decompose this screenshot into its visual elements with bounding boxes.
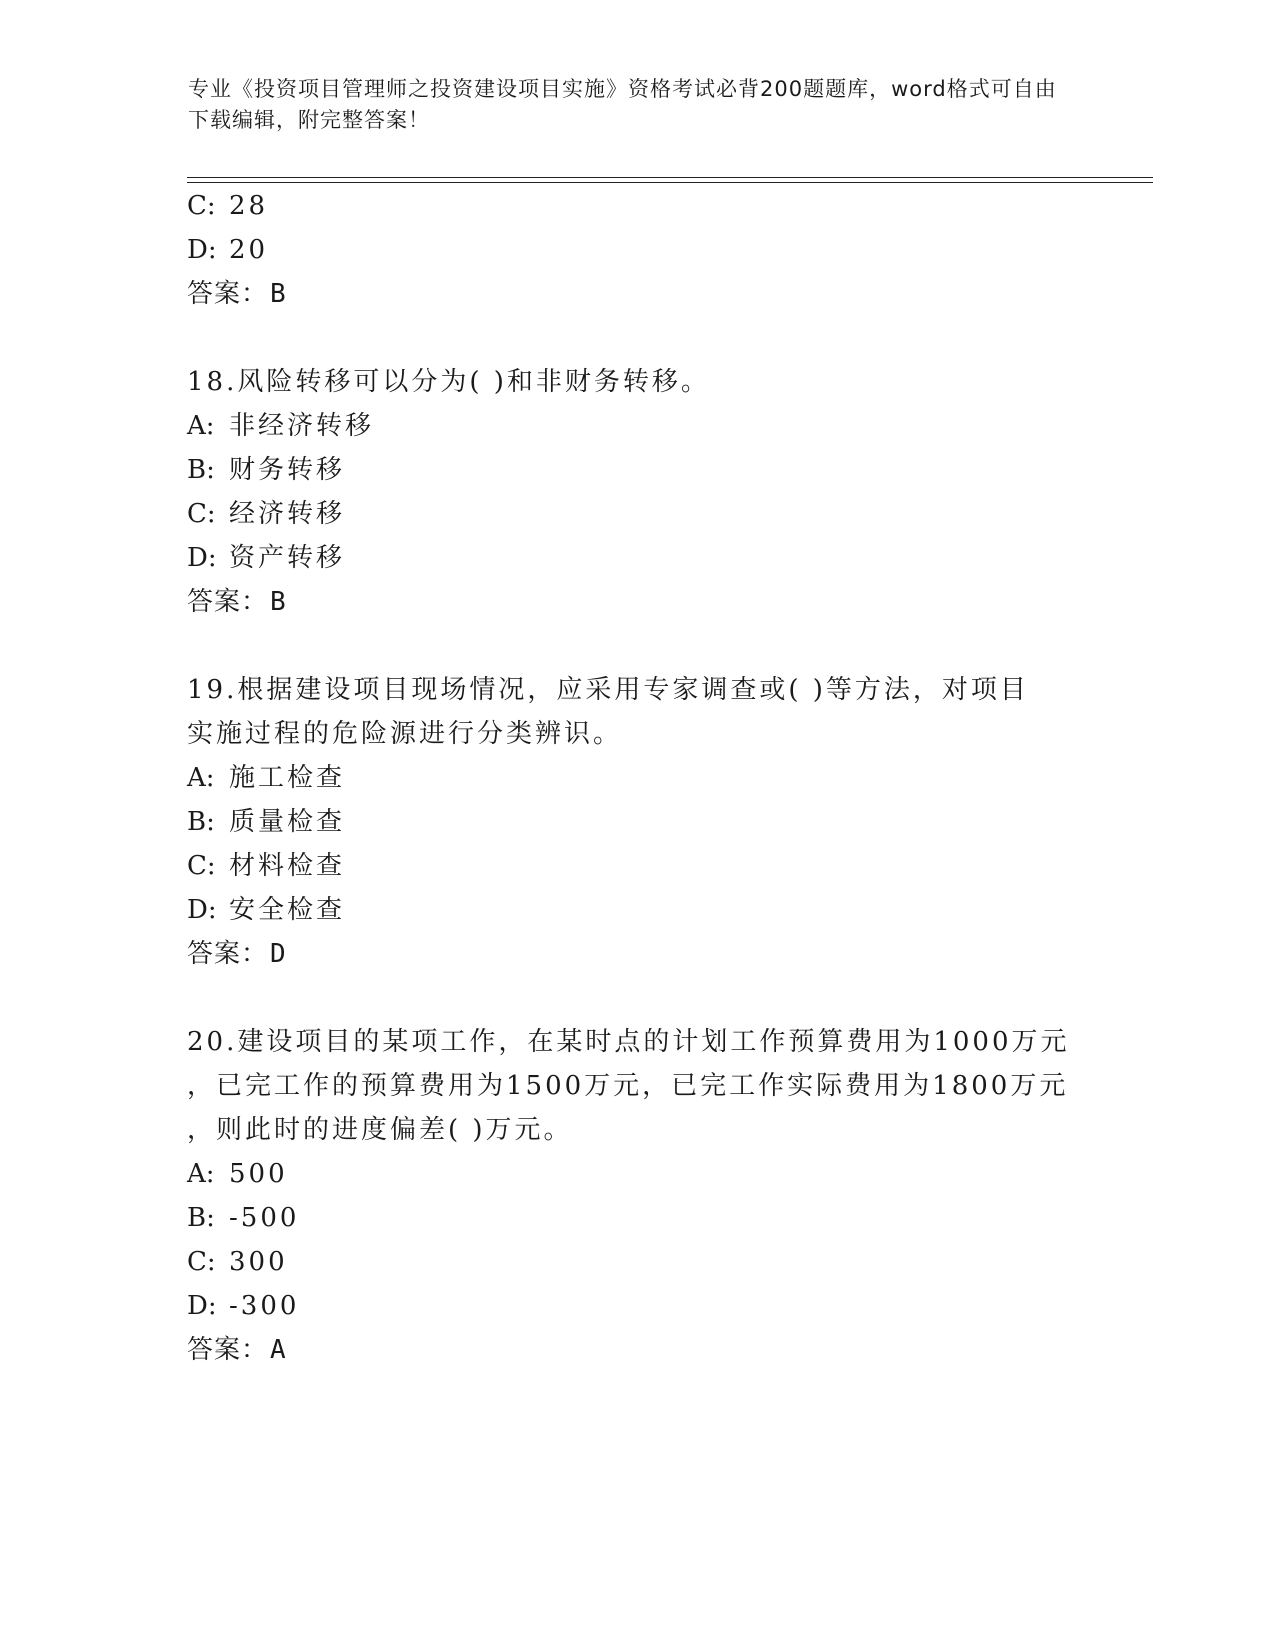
option-text: 28 (229, 191, 269, 221)
answer-value: D (270, 939, 287, 969)
q18-option-b (187, 454, 345, 486)
option-key: D: (187, 543, 217, 573)
option-text: 经济转移 (229, 499, 346, 529)
option-key: D: (187, 895, 217, 925)
option-text: 非经济转移 (229, 411, 375, 441)
option-key: C: (187, 851, 216, 881)
q20-stem-line1: 20.建设项目的某项工作，在某时点的计划工作预算费用为1000万元 (187, 1027, 1070, 1057)
answer-label: 答案： (187, 939, 269, 969)
q20-stem-line3: ，则此时的进度偏差( )万元。 (187, 1115, 573, 1145)
q19-option-a (187, 762, 345, 794)
option-text: 施工检查 (229, 763, 346, 793)
q20-option-a (187, 1158, 288, 1190)
header-rule-bottom (187, 182, 1153, 183)
q19-stem-line2: 实施过程的危险源进行分类辨识。 (187, 719, 623, 749)
option-key: D: (187, 235, 217, 265)
q18-answer (187, 586, 287, 618)
option-key: B: (187, 455, 215, 485)
answer-label: 答案： (187, 587, 269, 617)
option-text: 20 (229, 235, 269, 265)
q17-option-d (187, 234, 268, 266)
header-rule-top (187, 177, 1153, 178)
q19-option-c (187, 850, 345, 882)
answer-value: B (270, 587, 287, 617)
option-key: B: (187, 807, 215, 837)
q18-stem: 18.风险转移可以分为( )和非财务转移。 (187, 367, 710, 397)
option-text: 材料检查 (229, 851, 346, 881)
q20-answer (187, 1334, 287, 1366)
option-key: B: (187, 1203, 215, 1233)
q20-option-c (187, 1246, 288, 1278)
q18-option-d (187, 542, 345, 574)
option-key: C: (187, 191, 216, 221)
q20-option-b (187, 1202, 299, 1234)
q19-option-d (187, 894, 345, 926)
option-text: 安全检查 (229, 895, 346, 925)
option-text: 300 (229, 1247, 288, 1277)
q17-option-c (187, 190, 268, 222)
option-text: -500 (229, 1203, 300, 1233)
page-header: 专业《投资项目管理师之投资建设项目实施》资格考试必背200题题库，word格式可自由下载编辑，附完整答案！ (188, 77, 1057, 132)
option-key: A: (187, 763, 215, 793)
q20-option-d (187, 1290, 299, 1322)
q18-option-a (187, 410, 374, 442)
q19-option-b (187, 806, 345, 838)
option-key: C: (187, 499, 216, 529)
answer-label: 答案： (187, 1335, 269, 1365)
q18-option-c (187, 498, 345, 530)
option-key: D: (187, 1291, 217, 1321)
option-text: 资产转移 (229, 543, 346, 573)
q19-answer (187, 938, 287, 970)
q19-stem-line1: 19.根据建设项目现场情况，应采用专家调查或( )等方法，对项目 (187, 675, 1029, 705)
answer-value: B (270, 279, 287, 309)
option-key: A: (187, 411, 215, 441)
option-text: 财务转移 (229, 455, 346, 485)
answer-label: 答案： (187, 279, 269, 309)
q20-stem-line2: ，已完工作的预算费用为1500万元，已完工作实际费用为1800万元 (187, 1071, 1069, 1101)
option-text: -300 (229, 1291, 300, 1321)
answer-value: A (270, 1335, 287, 1365)
option-text: 质量检查 (229, 807, 346, 837)
option-key: A: (187, 1159, 215, 1189)
option-text: 500 (229, 1159, 288, 1189)
q17-answer (187, 278, 287, 310)
option-key: C: (187, 1247, 216, 1277)
